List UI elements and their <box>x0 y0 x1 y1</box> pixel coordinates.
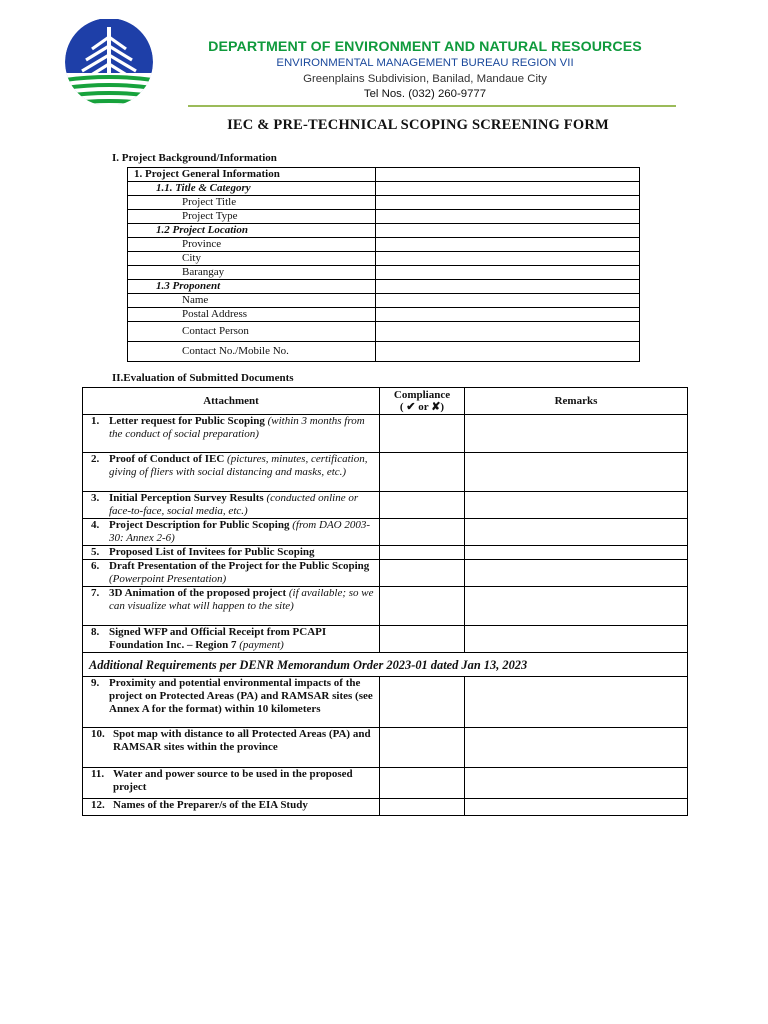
office-address: Greenplains Subdivision, Banilad, Mandaue City <box>303 73 547 85</box>
name-field[interactable] <box>376 294 640 308</box>
title-category-field[interactable] <box>376 182 640 196</box>
remarks-cell[interactable] <box>465 519 688 546</box>
name-label: Name <box>128 294 376 308</box>
project-info-table <box>127 167 640 362</box>
table-row <box>83 799 688 816</box>
compliance-cell[interactable] <box>380 768 465 799</box>
remarks-cell[interactable] <box>465 415 688 453</box>
item-number: 5. <box>91 546 100 558</box>
contact-person-label: Contact Person <box>128 322 376 342</box>
additional-requirements-heading: Additional Requirements per DENR Memorandum Order 2023-01 dated Jan 13, 2023 <box>83 653 688 677</box>
header-divider <box>188 105 676 107</box>
compliance-cell[interactable] <box>380 799 465 816</box>
department-name: DEPARTMENT OF ENVIRONMENT AND NATURAL RESOURCES <box>208 39 642 55</box>
project-title-field[interactable] <box>376 196 640 210</box>
denr-logo <box>58 19 160 105</box>
item-title: Letter request for Public Scoping <box>109 415 265 427</box>
item-note: (if available; so we can visualize what will happen to the site) <box>109 587 374 612</box>
project-title-label: Project Title <box>128 196 376 210</box>
item-note: (pictures, minutes, certification, giving of fliers with social distancing and masks, etc.) <box>109 453 368 478</box>
item-title: Proximity and potential environmental impacts of the project on Protected Areas (PA) and RAMSAR sites (see Annex A for the format) within 10 kilometers <box>109 677 373 715</box>
compliance-mark-hint: ( ✔ or ✘) <box>399 401 445 413</box>
evaluation-table <box>82 387 688 816</box>
province-field[interactable] <box>376 238 640 252</box>
item-note: (from DAO 2003-30: Annex 2-6) <box>109 519 371 544</box>
project-type-label: Project Type <box>128 210 376 224</box>
item-number: 2. <box>91 453 100 465</box>
item-number: 11. <box>91 768 105 780</box>
remarks-cell[interactable] <box>465 626 688 653</box>
telephone-numbers: Tel Nos. (032) 260-9777 <box>363 88 487 100</box>
compliance-cell[interactable] <box>380 519 465 546</box>
item-number: 3. <box>91 492 100 504</box>
item-number: 4. <box>91 519 100 531</box>
bureau-name: ENVIRONMENTAL MANAGEMENT BUREAU REGION VII <box>276 57 574 69</box>
compliance-cell[interactable] <box>380 453 465 492</box>
compliance-header: Compliance <box>393 389 451 401</box>
section-2-heading: II.Evaluation of Submitted Documents <box>112 372 294 384</box>
table-row <box>83 492 688 519</box>
compliance-cell[interactable] <box>380 587 465 626</box>
project-type-field[interactable] <box>376 210 640 224</box>
item-note: (conducted online or face-to-face, social media, etc.) <box>109 492 359 517</box>
remarks-cell[interactable] <box>465 492 688 519</box>
proponent-field[interactable] <box>376 280 640 294</box>
compliance-cell[interactable] <box>380 560 465 587</box>
remarks-cell[interactable] <box>465 799 688 816</box>
postal-address-label: Postal Address <box>128 308 376 322</box>
remarks-cell[interactable] <box>465 546 688 560</box>
barangay-field[interactable] <box>376 266 640 280</box>
remarks-cell[interactable] <box>465 453 688 492</box>
remarks-cell[interactable] <box>465 587 688 626</box>
remarks-cell[interactable] <box>465 768 688 799</box>
compliance-cell[interactable] <box>380 728 465 768</box>
remarks-header: Remarks <box>465 388 688 415</box>
compliance-cell[interactable] <box>380 626 465 653</box>
project-general-info-label: 1. Project General Information <box>128 168 376 182</box>
item-number: 6. <box>91 560 100 572</box>
item-title: Draft Presentation of the Project for the Public Scoping <box>109 560 370 572</box>
compliance-cell[interactable] <box>380 492 465 519</box>
item-number: 1. <box>91 415 100 427</box>
item-note: (Powerpoint Presentation) <box>109 573 227 585</box>
table-row <box>83 728 688 768</box>
table-row <box>83 453 688 492</box>
item-number: 10. <box>91 728 105 740</box>
compliance-cell[interactable] <box>380 415 465 453</box>
table-row <box>83 768 688 799</box>
contact-number-field[interactable] <box>376 342 640 362</box>
item-number: 12. <box>91 799 105 811</box>
item-title: Water and power source to be used in the proposed project <box>113 768 353 793</box>
section-1-heading: I. Project Background/Information <box>112 152 277 164</box>
contact-number-label: Contact No./Mobile No. <box>128 342 376 362</box>
item-title: Initial Perception Survey Results <box>109 492 264 504</box>
remarks-cell[interactable] <box>465 728 688 768</box>
title-category-label: 1.1. Title & Category <box>128 182 376 196</box>
city-field[interactable] <box>376 252 640 266</box>
item-note: (within 3 months from the conduct of social preparation) <box>109 415 365 440</box>
item-title: Signed WFP and Official Receipt from PCAPI Foundation Inc. – Region 7 <box>109 626 327 651</box>
remarks-cell[interactable] <box>465 560 688 587</box>
project-general-info-field[interactable] <box>376 168 640 182</box>
item-title: Names of the Preparer/s of the EIA Study <box>113 799 308 811</box>
contact-person-field[interactable] <box>376 322 640 342</box>
table-row <box>83 626 688 653</box>
form-title: IEC & PRE-TECHNICAL SCOPING SCREENING FORM <box>227 117 609 133</box>
item-title: Spot map with distance to all Protected Areas (PA) and RAMSAR sites within the province <box>113 728 371 753</box>
city-label: City <box>128 252 376 266</box>
compliance-cell[interactable] <box>380 546 465 560</box>
table-row <box>83 587 688 626</box>
project-location-field[interactable] <box>376 224 640 238</box>
table-row <box>83 519 688 546</box>
item-title: Proof of Conduct of IEC <box>109 453 225 465</box>
postal-address-field[interactable] <box>376 308 640 322</box>
compliance-cell[interactable] <box>380 677 465 728</box>
attachment-header: Attachment <box>83 388 380 415</box>
barangay-label: Barangay <box>128 266 376 280</box>
table-row <box>83 415 688 453</box>
item-title: 3D Animation of the proposed project <box>109 587 287 599</box>
item-title: Project Description for Public Scoping <box>109 519 290 531</box>
table-row <box>83 560 688 587</box>
item-note: (payment) <box>239 639 284 651</box>
item-number: 7. <box>91 587 100 599</box>
remarks-cell[interactable] <box>465 677 688 728</box>
proponent-label: 1.3 Proponent <box>128 280 376 294</box>
item-number: 9. <box>91 677 100 689</box>
province-label: Province <box>128 238 376 252</box>
item-title: Proposed List of Invitees for Public Scoping <box>109 546 315 558</box>
table-row <box>83 546 688 560</box>
project-location-label: 1.2 Project Location <box>128 224 376 238</box>
table-row <box>83 677 688 728</box>
item-number: 8. <box>91 626 100 638</box>
